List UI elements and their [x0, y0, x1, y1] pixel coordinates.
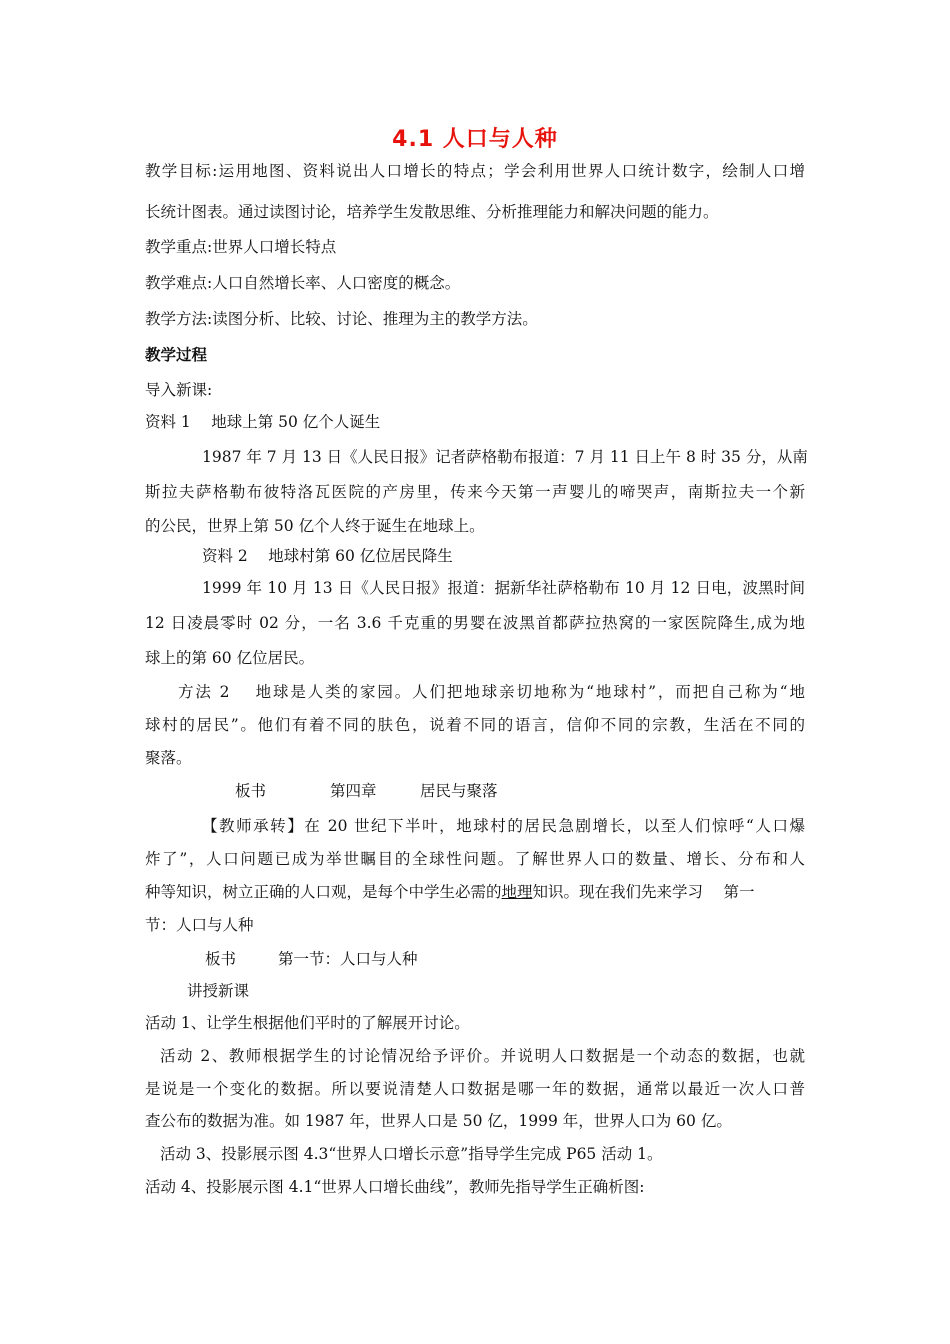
method2-line-1: 方法 2 地球是人类的家园。人们把地球亲切地称为“地球村”，而把自己称为“地 — [178, 683, 805, 701]
method2-line-3: 聚落。 — [145, 749, 192, 767]
material1-line-1: 1987 年 7 月 13 日《人民日报》记者萨格勒布报道：7 月 11 日上午 8 时 35 分，从南 — [202, 448, 808, 466]
activity4: 活动 4、投影展示图 4.1“世界人口增长曲线”，教师先指导学生正确析图: — [145, 1178, 645, 1196]
method2-line-2: 球村的居民”。他们有着不同的肤色，说着不同的语言，信仰不同的宗教，生活在不同的 — [145, 716, 805, 734]
teacher-line-1: 【教师承转】在 20 世纪下半叶，地球村的居民急剧增长，以至人们惊呼“人口爆 — [202, 817, 805, 835]
material1-line-2: 斯拉夫萨格勒布彼特洛瓦医院的产房里，传来今天第一声婴儿的啼哭声，南斯拉夫一个新 — [145, 483, 805, 501]
activity3: 活动 3、投影展示图 4.3“世界人口增长示意”指导学生完成 P65 活动 1。 — [160, 1145, 663, 1163]
material1-line-3: 的公民，世界上第 50 亿个人终于诞生在地球上。 — [145, 517, 485, 535]
activity2-line-1: 活动 2、教师根据学生的讨论情况给予评价。并说明人口数据是一个动态的数据，也就 — [160, 1047, 805, 1065]
material2-line-3: 球上的第 60 亿位居民。 — [145, 649, 315, 667]
material1-title: 资料 1 地球上第 50 亿个人诞生 — [145, 413, 381, 431]
difficulty: 教学难点:人口自然增长率、人口密度的概念。 — [145, 274, 461, 292]
teaching-method: 教学方法:读图分析、比较、讨论、推理为主的教学方法。 — [145, 310, 538, 328]
board2-label: 板书 — [205, 950, 237, 968]
lecture-label: 讲授新课 — [187, 982, 250, 1000]
geography-link[interactable]: 地理 — [501, 883, 533, 901]
teacher-line-3-text-a: 种等知识，树立正确的人口观，是每个中学生必需的 — [145, 883, 502, 901]
board1-chapter: 第四章 — [330, 782, 377, 800]
activity1: 活动 1、让学生根据他们平时的了解展开讨论。 — [145, 1014, 470, 1032]
teacher-line-3 — [145, 881, 754, 903]
teacher-line-2: 炸了”，人口问题已成为举世瞩目的全球性问题。了解世界人口的数量、增长、分布和人 — [145, 850, 805, 868]
goal-line-1: 教学目标:运用地图、资料说出人口增长的特点；学会利用世界人口统计数字，绘制人口增 — [145, 162, 805, 180]
material2-line-1: 1999 年 10 月 13 日《人民日报》报道：据新华社萨格勒布 10 月 12 日电，波黑时间 — [202, 579, 805, 597]
goal-line-2: 长统计图表。通过读图讨论，培养学生发散思维、分析推理能力和解决问题的能力。 — [145, 203, 719, 221]
board1-topic: 居民与聚落 — [420, 782, 498, 800]
board1-label: 板书 — [235, 782, 267, 800]
activity2-line-3: 查公布的数据为准。如 1987 年，世界人口是 50 亿，1999 年，世界人口为 60 亿。 — [145, 1112, 732, 1130]
key-point: 教学重点:世界人口增长特点 — [145, 238, 337, 256]
process-heading: 教学过程 — [145, 346, 208, 364]
material2-title: 资料 2 地球村第 60 亿位居民降生 — [202, 547, 453, 565]
board2-topic: 第一节：人口与人种 — [278, 950, 418, 968]
material2-line-2: 12 日凌晨零时 02 分，一名 3.6 千克重的男婴在波黑首都萨拉热窝的一家医院降生,成为地 — [145, 614, 805, 632]
document-title: 4.1 人口与人种 — [392, 127, 558, 152]
teacher-line-4: 节：人口与人种 — [145, 916, 254, 934]
teacher-line-3-text-b: 知识。现在我们先来学习 第一 — [532, 883, 755, 901]
activity2-line-2: 是说是一个变化的数据。所以要说清楚人口数据是哪一年的数据，通常以最近一次人口普 — [145, 1080, 805, 1098]
intro-label: 导入新课: — [145, 381, 213, 399]
